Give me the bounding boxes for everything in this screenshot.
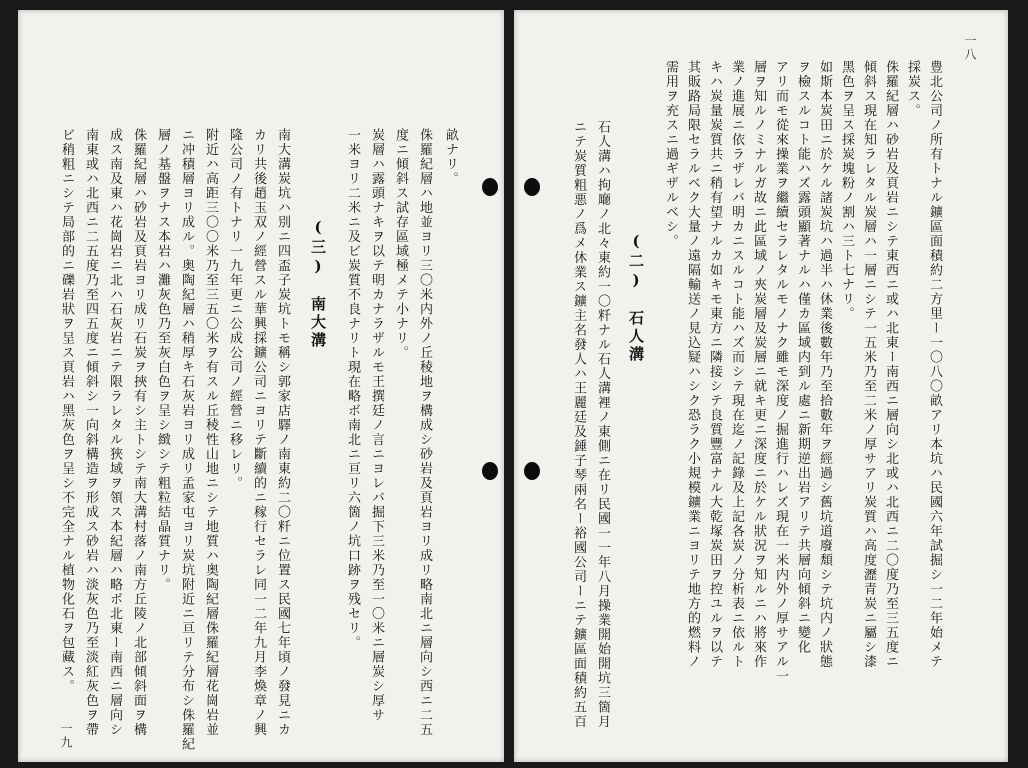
text-column: 如斯本炭田ニ於ケル諸炭坑ハ過半ハ休業後數年乃至拾數年ヲ經過シ舊坑道廢頽シテ坑内ノ狀態 — [817, 60, 832, 669]
text-column: 畝ナリ。 — [443, 128, 458, 186]
text-column: ニテ炭質粗悪ノ爲メ休業ス鑛主名發人ハ王麗廷及錘子琴兩名ー裕國公司ーニテ鑛區面積約五百 — [571, 120, 586, 729]
text-column: 附近ハ高距三〇〇米乃至三五〇米ヲ有スル丘稜性山地ニシテ地質ハ奥陶紀層侏羅紀層花崗岩並 — [203, 128, 218, 737]
text-column: 侏羅紀層ハ砂岩及頁岩ヨリ成リ石炭ヲ挾有シ主トシテ南大溝村落ノ南方丘陵ノ北部傾斜面ヲ構 — [131, 128, 146, 737]
text-column: 南大溝炭坑ハ別ニ四盃子炭坑トモ稱シ郭家店驛ノ南東約二〇粁ニ位置ス民國七年頃ノ發見ニカ — [275, 128, 290, 737]
text-column: 黑色ヲ呈ス採炭塊粉ノ割ハ三ト七ナリ。 — [839, 60, 854, 321]
binding-hole — [524, 462, 540, 480]
binding-hole — [524, 178, 540, 196]
text-column: 層ヲ知ルノミナルガ故ニ此區域ノ夾炭層及炭層ニ就キ更ニ深度ニ於ケル狀況ヲ知ルニハ將來作 — [751, 60, 766, 669]
text-column: キハ炭量炭質共ニ稍有望ナルカ如キモ東方ニ隣接シテ良質豐富ナル大乾塚炭田ヲ控ユルヲ以テ — [707, 60, 722, 669]
page-number: 一九 — [59, 722, 73, 750]
text-column: 豊北公司ノ所有トナル鑛區面積約二方里ー一〇八〇畝アリ本坑ハ民國六年試掘シ一二年始メテ — [927, 60, 942, 669]
text-column: ニ冲積層ヨリ成ル。奥陶紀層ハ稍厚キ石灰岩ヨリ成リ孟家屯ヨリ炭坑附近ニ亘リテ分布シ侏羅紀 — [179, 128, 194, 752]
text-column: 侏羅紀層ハ地並ヨリ三〇米内外ノ丘稜地ヲ構成シ砂岩及頁岩ヨリ成リ略南北ニ層向シ西ニ二五 — [417, 128, 432, 737]
text-column: アリ而モ從來操業ヲ繼續セラレタルモノナク雖モ深度ノ掘進行ハレズ現在一米内外ノ厚サアル一 — [773, 60, 788, 684]
text-column: 隆公司ノ有トナリ一九年更ニ公成公司ノ經營ニ移レリ。 — [227, 128, 242, 491]
page-number: 一八 — [963, 34, 977, 62]
text-column: 侏羅紀層ハ砂岩及頁岩ニシテ東西ニ或ハ北東ー南西ニ層向シ北或ハ北西ニ二〇度乃至三五度ニ — [883, 60, 898, 669]
text-column: 度ニ傾斜ス試存區域極メテ小ナリ。 — [393, 128, 408, 360]
binding-hole — [482, 462, 498, 480]
text-column: カリ共後趙玉双ノ經營スル華興採鑛公司ニヨリテ斷續的ニ稼行セラレ同一二年九月李煥章ノ興 — [251, 128, 266, 737]
section-heading: (三) 南大溝 — [309, 218, 327, 350]
text-column: 石人溝ハ拘廰ノ北々東約一〇粁ナル石人溝裡ノ東側ニ在リ民國一一年八月操業開始開坑三箇月 — [595, 120, 610, 729]
text-column: 一米ヨリ二米ニ及ビ炭質不良ナリト現在略ボ南北ニ亘リ六箇ノ坑口跡ヲ残セリ。 — [345, 128, 360, 650]
text-column: 南東或ハ北西ニ二五度乃至四五度ニ傾斜シ一向斜構造ヲ形成ス砂岩ハ淡灰色乃至淡紅灰色ヲ帶 — [83, 128, 98, 737]
text-column: 層ノ基盤ヲナス本岩ハ灘灰色乃至灰白色ヲ呈シ緻シテ粗粒結晶質ナリ。 — [155, 128, 170, 592]
right-page — [514, 10, 1008, 762]
text-column: ヲ檢スルコト能ハズ露頭顯著ナルハ僅カ區域内到ル處ニ新期逆出岩アリテ共層向傾斜ニ變化 — [795, 60, 810, 655]
text-column: 需用ヲ充スニ過ギザルベシ。 — [663, 60, 678, 249]
text-column: 其販路局限セラルベク大量ノ遠隔輸送ノ見込疑ハシク恐ラク小規模鑛業ニヨリテ地方的燃料ノ — [685, 60, 700, 669]
binding-hole — [482, 178, 498, 196]
text-column: ビ稍粗ニシテ局部的ニ礫岩狀ヲ呈ス頁岩ハ黑灰色ヲ呈シ不完全ナル植物化石ヲ包藏ス。 — [59, 128, 74, 694]
text-column: 業ノ進展ニ依ラザレバ明カニスルコト能ハズ而シテ現在迄ノ記錄及上記各炭ノ分析表ニ依ルト — [729, 60, 744, 669]
text-column: 炭層ハ露頭ナキヲ以テ明カナラザルモ王撰廷ノ言ニヨレバ掘下三米乃至一〇米ニ層炭シ厚サ — [369, 128, 384, 723]
section-heading: (二) 石人溝 — [627, 232, 645, 364]
text-column: 採炭ス。 — [905, 60, 920, 118]
left-page — [18, 10, 504, 762]
text-column: 傾斜ス現在知ラレタル炭層ハ一層ニシテ一五米乃至二米ノ厚サアリ炭質ハ高度瀝青炭ニ屬シ漆 — [861, 60, 876, 669]
text-column: 成ス南及東ハ花崗岩ニ北ハ石灰岩ニテ限ラレタル狹域ヲ領ス本紀層ハ略ボ北東ー南西ニ層向シ — [107, 128, 122, 737]
